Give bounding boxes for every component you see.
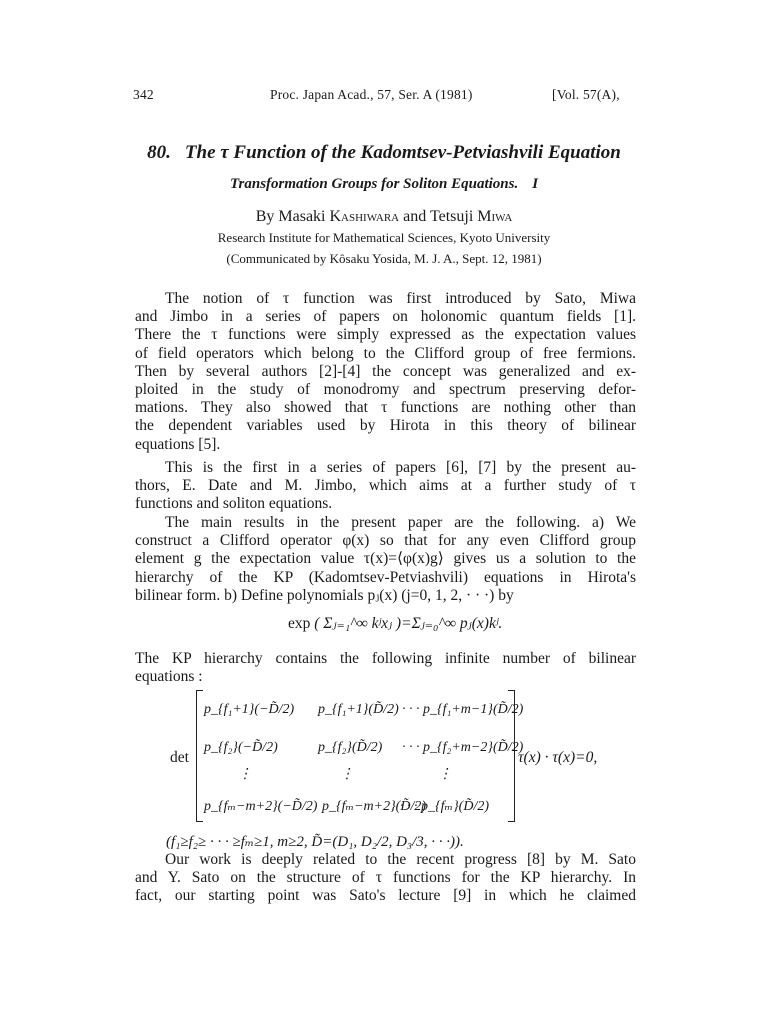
text-line: element g the expectation value τ(x)=⟨φ(x)g⟩ gives us a solution to the <box>135 550 636 568</box>
author-byline <box>0 208 768 226</box>
article-title <box>0 142 768 164</box>
text-line: equations : <box>135 668 203 686</box>
matrix-cell: ⋮ <box>438 767 452 782</box>
text-line: There the τ functions were simply expressed as the expectation values <box>135 326 636 344</box>
subtitle-text: Transformation Groups for Soliton Equations. <box>229 176 519 192</box>
matrix-cell: · · · p_{f₂+m−2}(D̃/2) <box>402 740 524 755</box>
text-line: The main results in the present paper are the following. a) We <box>165 514 636 531</box>
matrix-cell: ⋮ <box>340 767 354 782</box>
matrix-cell: ⋮ <box>238 767 252 782</box>
text-line: the dependent variables used by Hirota in this theory of bilinear <box>135 417 636 435</box>
text-line: Our work is deeply related to the recent progress [8] by M. Sato <box>165 851 636 868</box>
text-line: ploited in the study of monodromy and spectrum preserving defor- <box>135 381 636 399</box>
paragraph-4 <box>135 650 636 686</box>
generating-function-formula <box>288 614 502 633</box>
determinant-conditions: (f₁≥f₂≥ · · · ≥fₘ≥1, m≥2, D̃=(D₁, D₂/2, D₃/3, · · ·)). <box>166 834 464 850</box>
formula-exp: exp <box>288 615 311 632</box>
determinant-rhs: τ(x) · τ(x)=0, <box>518 749 598 766</box>
matrix-cell: p_{fₘ−m+2}(D̃/2) <box>322 799 427 814</box>
communicated-line: (Communicated by Kôsaku Yosida, M. J. A., Sept. 12, 1981) <box>226 251 542 266</box>
text-line: hierarchy of the KP (Kadomtsev-Petviashvili) equations in Hirota's <box>135 568 636 586</box>
matrix-cell: p_{f₁+1}(D̃/2) <box>318 702 399 717</box>
text-line: The notion of τ function was first introduced by Sato, Miwa <box>165 290 636 307</box>
article-number: 80. <box>147 142 171 163</box>
text-line: bilinear form. b) Define polynomials pⱼ(x) (j=0, 1, 2, · · ·) by <box>135 586 514 604</box>
text-line: thors, E. Date and M. Jimbo, which aims at a further study of τ <box>135 477 636 495</box>
text-line: equations [5]. <box>135 435 221 453</box>
volume-label: [Vol. 57(A), <box>552 87 620 102</box>
text-line: construct a Clifford operator φ(x) so that for any even Clifford group <box>135 532 636 550</box>
byline-by: By Masaki <box>255 208 326 225</box>
author2-surname: Miwa <box>477 208 513 225</box>
page-number: 342 <box>133 87 154 102</box>
byline-and: and Tetsuji <box>403 208 474 225</box>
text-line: fact, our starting point was Sato's lecture [9] in which he claimed <box>135 887 636 905</box>
article-title-text: The τ Function of the Kadomtsev-Petviashvili Equation <box>184 142 621 163</box>
text-line: mations. They also showed that τ functions are nothing other than <box>135 399 636 417</box>
paragraph-5 <box>135 851 636 906</box>
paragraph-2 <box>135 459 636 514</box>
subtitle-part: I <box>532 176 539 192</box>
text-line: and Y. Sato on the structure of τ functions for the KP hierarchy. In <box>135 869 636 887</box>
matrix-cell: p_{f₂}(D̃/2) <box>318 740 383 755</box>
text-line: functions and soliton equations. <box>135 495 333 513</box>
matrix-cell: · · · p_{f₁+m−1}(D̃/2) <box>402 702 524 717</box>
paragraph-1 <box>135 290 636 454</box>
matrix-cell: · · · p_{fₘ}(D̃/2) <box>400 799 489 814</box>
formula-rhs: Σⱼ₌₀^∞ pⱼ(x)kʲ. <box>411 615 503 632</box>
article-subtitle <box>0 176 768 193</box>
determinant-left-bracket <box>196 690 203 822</box>
formula-lhs: ( Σⱼ₌₁^∞ kʲxⱼ ) <box>314 615 402 632</box>
determinant-label: det <box>170 749 189 766</box>
text-line: The KP hierarchy contains the following infinite number of bilinear <box>135 650 636 667</box>
text-line: Then by several authors [2]-[4] the concept was generalized and ex- <box>135 362 636 380</box>
paragraph-3 <box>135 514 636 605</box>
text-line: and Jimbo in a series of papers on holonomic quantum fields [1]. <box>135 308 636 326</box>
text-line: of field operators which belong to the Clifford group of free fermions. <box>135 344 636 362</box>
matrix-cell: p_{f₁+1}(−D̃/2) <box>204 702 295 717</box>
author1-surname: Kashiwara <box>329 208 400 225</box>
matrix-cell: p_{f₂}(−D̃/2) <box>204 740 278 755</box>
formula-eq: = <box>401 615 412 632</box>
matrix-cell: p_{fₘ−m+2}(−D̃/2) <box>204 799 318 814</box>
text-line: This is the first in a series of papers [6], [7] by the present au- <box>165 459 636 476</box>
journal-citation: Proc. Japan Acad., 57, Ser. A (1981) <box>270 87 473 102</box>
affiliation: Research Institute for Mathematical Sciences, Kyoto University <box>217 230 551 245</box>
